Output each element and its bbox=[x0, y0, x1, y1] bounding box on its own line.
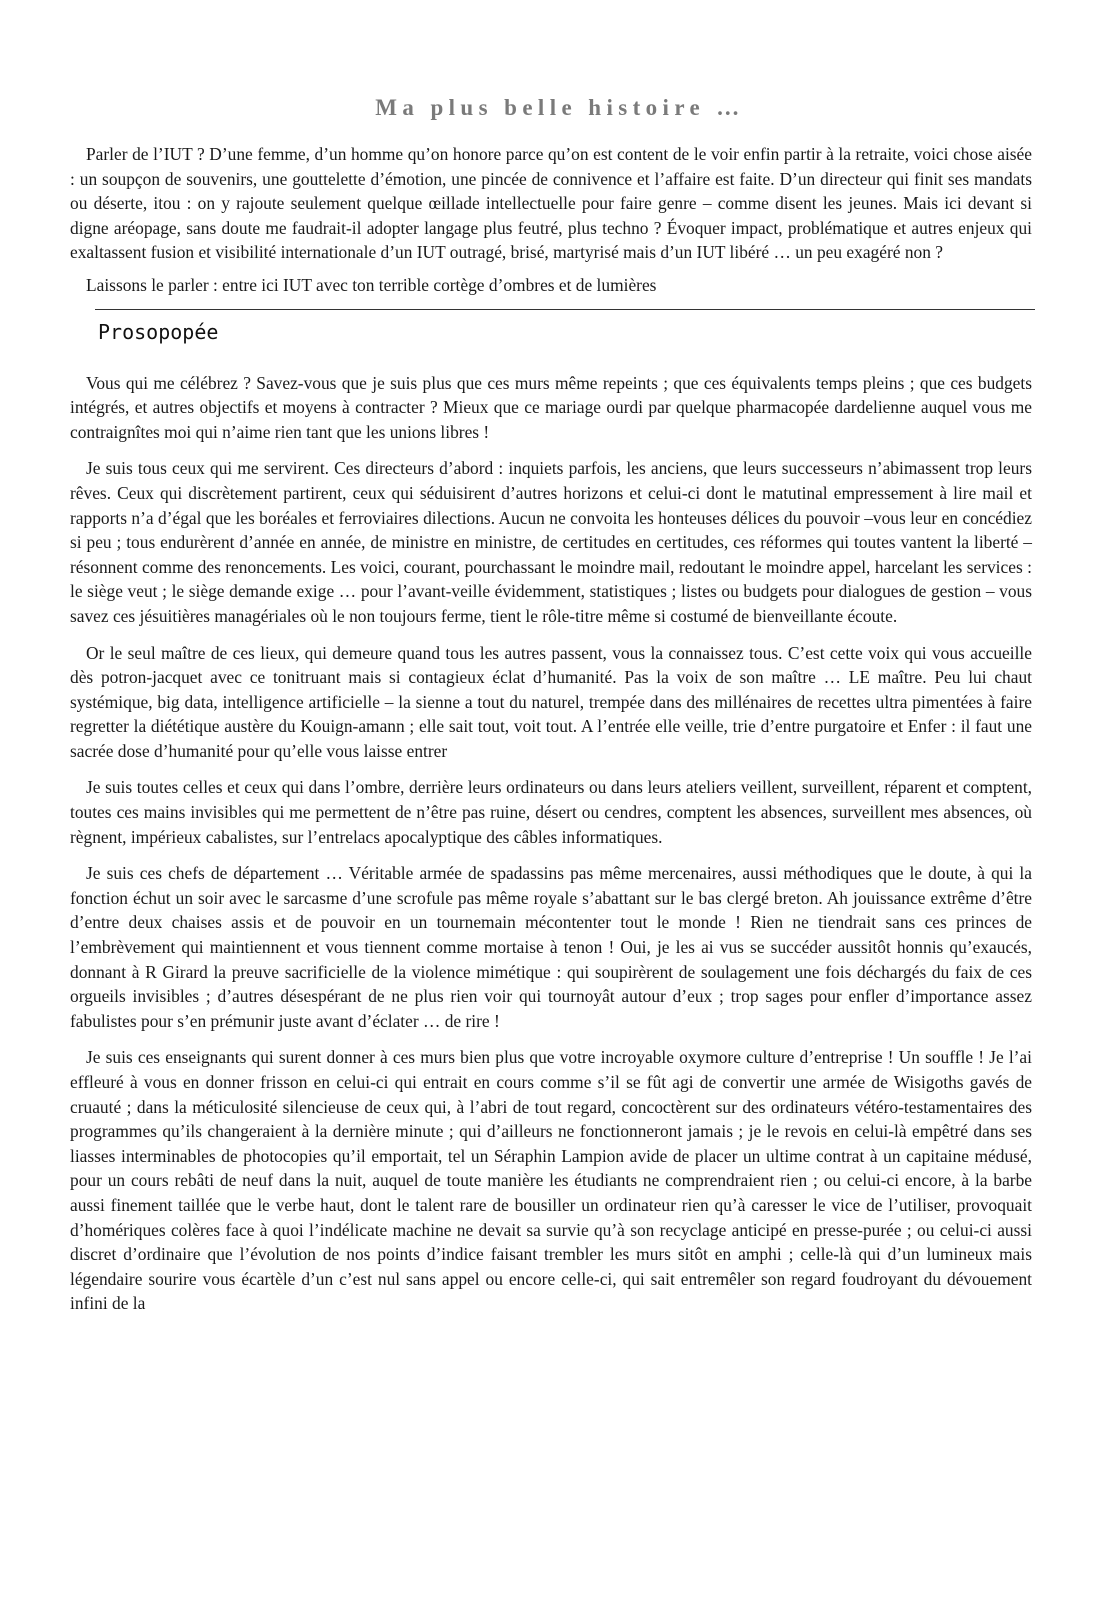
body-paragraph: Je suis ces chefs de département … Véritable armée de spadassins pas même mercenaires, aussi méthodiques que le doute, à qui la fonction échut un soir avec le sarcasme d’une scrofule pas même royale s’abattant sur le bas clergé breton. Ah jouissance extrême d’être d’entre deux chaises assis et de pouvoir en un tournemain mécontenter tout le monde ! Rien ne tiendrait sans ces princes de l’embrèvement qui maintiennent et vous tiennent comme mortaise à tenon ! Oui, je les ai vus se succéder aussitôt honnis qu’exaucés, donnant à R Girard la preuve sacrificielle de la violence mimétique : qui soupirèrent de soulagement une fois déchargés du faix de ces orgueils invisibles ; d’autres désespérant de ne plus rien voir qui tournoyât autour d’eux ; trop sages pour enfler d’importance assez fabulistes pour s’en prémunir juste avant d’éclater … de rire ! bbox=[70, 863, 1032, 1031]
body-paragraph: Je suis toutes celles et ceux qui dans l’ombre, derrière leurs ordinateurs ou dans leurs ateliers veillent, surveillent, réparent et comptent, toutes ces mains invisibles qui me permettent de n’être pas ruine, désert ou cendres, comptent les absences, surveillent mes absences, où règnent, impérieux cabalistes, sur l’entrelacs apocalyptique des câbles informatiques. bbox=[70, 777, 1032, 847]
section-heading: Prosopopée bbox=[98, 319, 219, 344]
section-divider bbox=[95, 309, 1035, 310]
document-title: Ma plus belle histoire … bbox=[375, 95, 745, 120]
body-paragraph: Je suis tous ceux qui me servirent. Ces directeurs d’abord : inquiets parfois, les anciens, que leurs successeurs n’abimassent trop leurs rêves. Ceux qui discrètement partirent, ceux qui séduisirent d’autres horizons et celui-ci dont le matutinal empressement à lire mail et rapports n’a d’égal que les boréales et ferroviaires dilections. Aucun ne convoita les honteuses délices du pouvoir –vous leur en concédiez si peu ; tous endurèrent d’année en année, de ministre en ministre, de certitudes en certitudes, ces réformes qui toutes vantent la liberté – résonnent comme des renoncements. Les voici, courant, pourchassant le moindre mail, redoutant le moindre appel, harcelant les services : le siège veut ; le siège demande exige … pour l’avant-veille évidemment, statistiques ; listes ou budgets pour dialogues de gestion – vous savez ces jésuitières managériales où le non toujours ferme, tient le rôle-titre même si costumé de bienveillante écoute. bbox=[70, 458, 1032, 626]
body-paragraph: Vous qui me célébrez ? Savez-vous que je suis plus que ces murs même repeints ; que ces équivalents temps pleins ; que ces budgets intégrés, et autres objectifs et moyens à contracter ? Mieux que ce mariage ourdi par quelque pharmacopée dardelienne auquel vous me contraignîtes moi qui n’aime rien tant que les unions libres ! bbox=[70, 372, 1032, 442]
body-paragraph: Or le seul maître de ces lieux, qui demeure quand tous les autres passent, vous la connaissez tous. C’est cette voix qui vous accueille dès potron-jacquet avec ce tonitruant mais si contagieux éclat d’humanité. Pas la voix de son maître … LE maître. Peu lui chaut systémique, big data, intelligence artificielle – la sienne a tout du naturel, trempée dans des millénaires de recettes ultra pimentées à faire regretter la diététique austère du Kouign-amann ; elle sait tout, voit tout. A l’entrée elle veille, trie d’entre purgatoire et Enfer : il faut une sacrée dose d’humanité pour qu’elle vous laisse entrer bbox=[70, 642, 1032, 761]
intro-paragraph: Parler de l’IUT ? D’une femme, d’un homme qu’on honore parce qu’on est content de le voir enfin partir à la retraite, voici chose aisée : un soupçon de souvenirs, une gouttelette d’émotion, une pincée de connivence et l’affaire est faite. D’un directeur qui finit ses mandats ou déserte, itou : on y rajoute seulement quelque œillade intellectuelle pour faire genre – comme disent les jeunes. Mais ici devant si digne aréopage, sans doute me faudrait-il adopter langage plus feutré, plus techno ? Évoquer impact, problématique et autres enjeux qui exaltassent fusion et visibilité internationale d’un IUT outragé, brisé, martyrisé mais d’un IUT libéré … un peu exagéré non ? bbox=[70, 144, 1032, 263]
intro-line: Laissons le parler : entre ici IUT avec ton terrible cortège d’ombres et de lumières bbox=[86, 274, 657, 295]
body-paragraph: Je suis ces enseignants qui surent donner à ces murs bien plus que votre incroyable oxymore culture d’entreprise ! Un souffle ! Je l’ai effleuré à vous en donner frisson en celui-ci qui entrait en cours comme s’il se fût agi de convertir une armée de Wisigoths gavés de cruauté ; dans la méticulosité silencieuse de ceux qui, à l’abri de tout regard, concoctèrent sur des ordinateurs vétéro-testamentaires des programmes qu’ils changeraient à la dernière minute ; qui d’ailleurs ne fonctionneront jamais ; je le revois en celui-là empêtré dans ses liasses interminables de photocopies qu’il emportait, tel un Séraphin Lampion avide de placer un ultime contrat à un capitaine médusé, pour un cours rebâti de neuf dans la nuit, auquel de toute manière les étudiants ne comprendraient rien ; ou celui-ci encore, à la barbe aussi finement taillée que le verbe haut, dont le talent rare de bousiller un ordinateur rien qu’à caresser le vice de l’utiliser, provoquait d’homériques colères face à quoi l’indélicate machine ne devait sa survie qu’à son recyclage anticipé en presse-purée ; ou celui-ci aussi discret d’ordinaire que l’évolution de nos points d’indice faisant trembler les murs sitôt en amphi ; celle-là qui d’un lumineux mais légendaire sourire vous écartèle d’un c’est nul sans appel ou encore celle-ci, qui sait entremêler son regard foudroyant du dévouement infini de la bbox=[70, 1047, 1032, 1314]
document-page bbox=[70, 92, 1032, 1327]
